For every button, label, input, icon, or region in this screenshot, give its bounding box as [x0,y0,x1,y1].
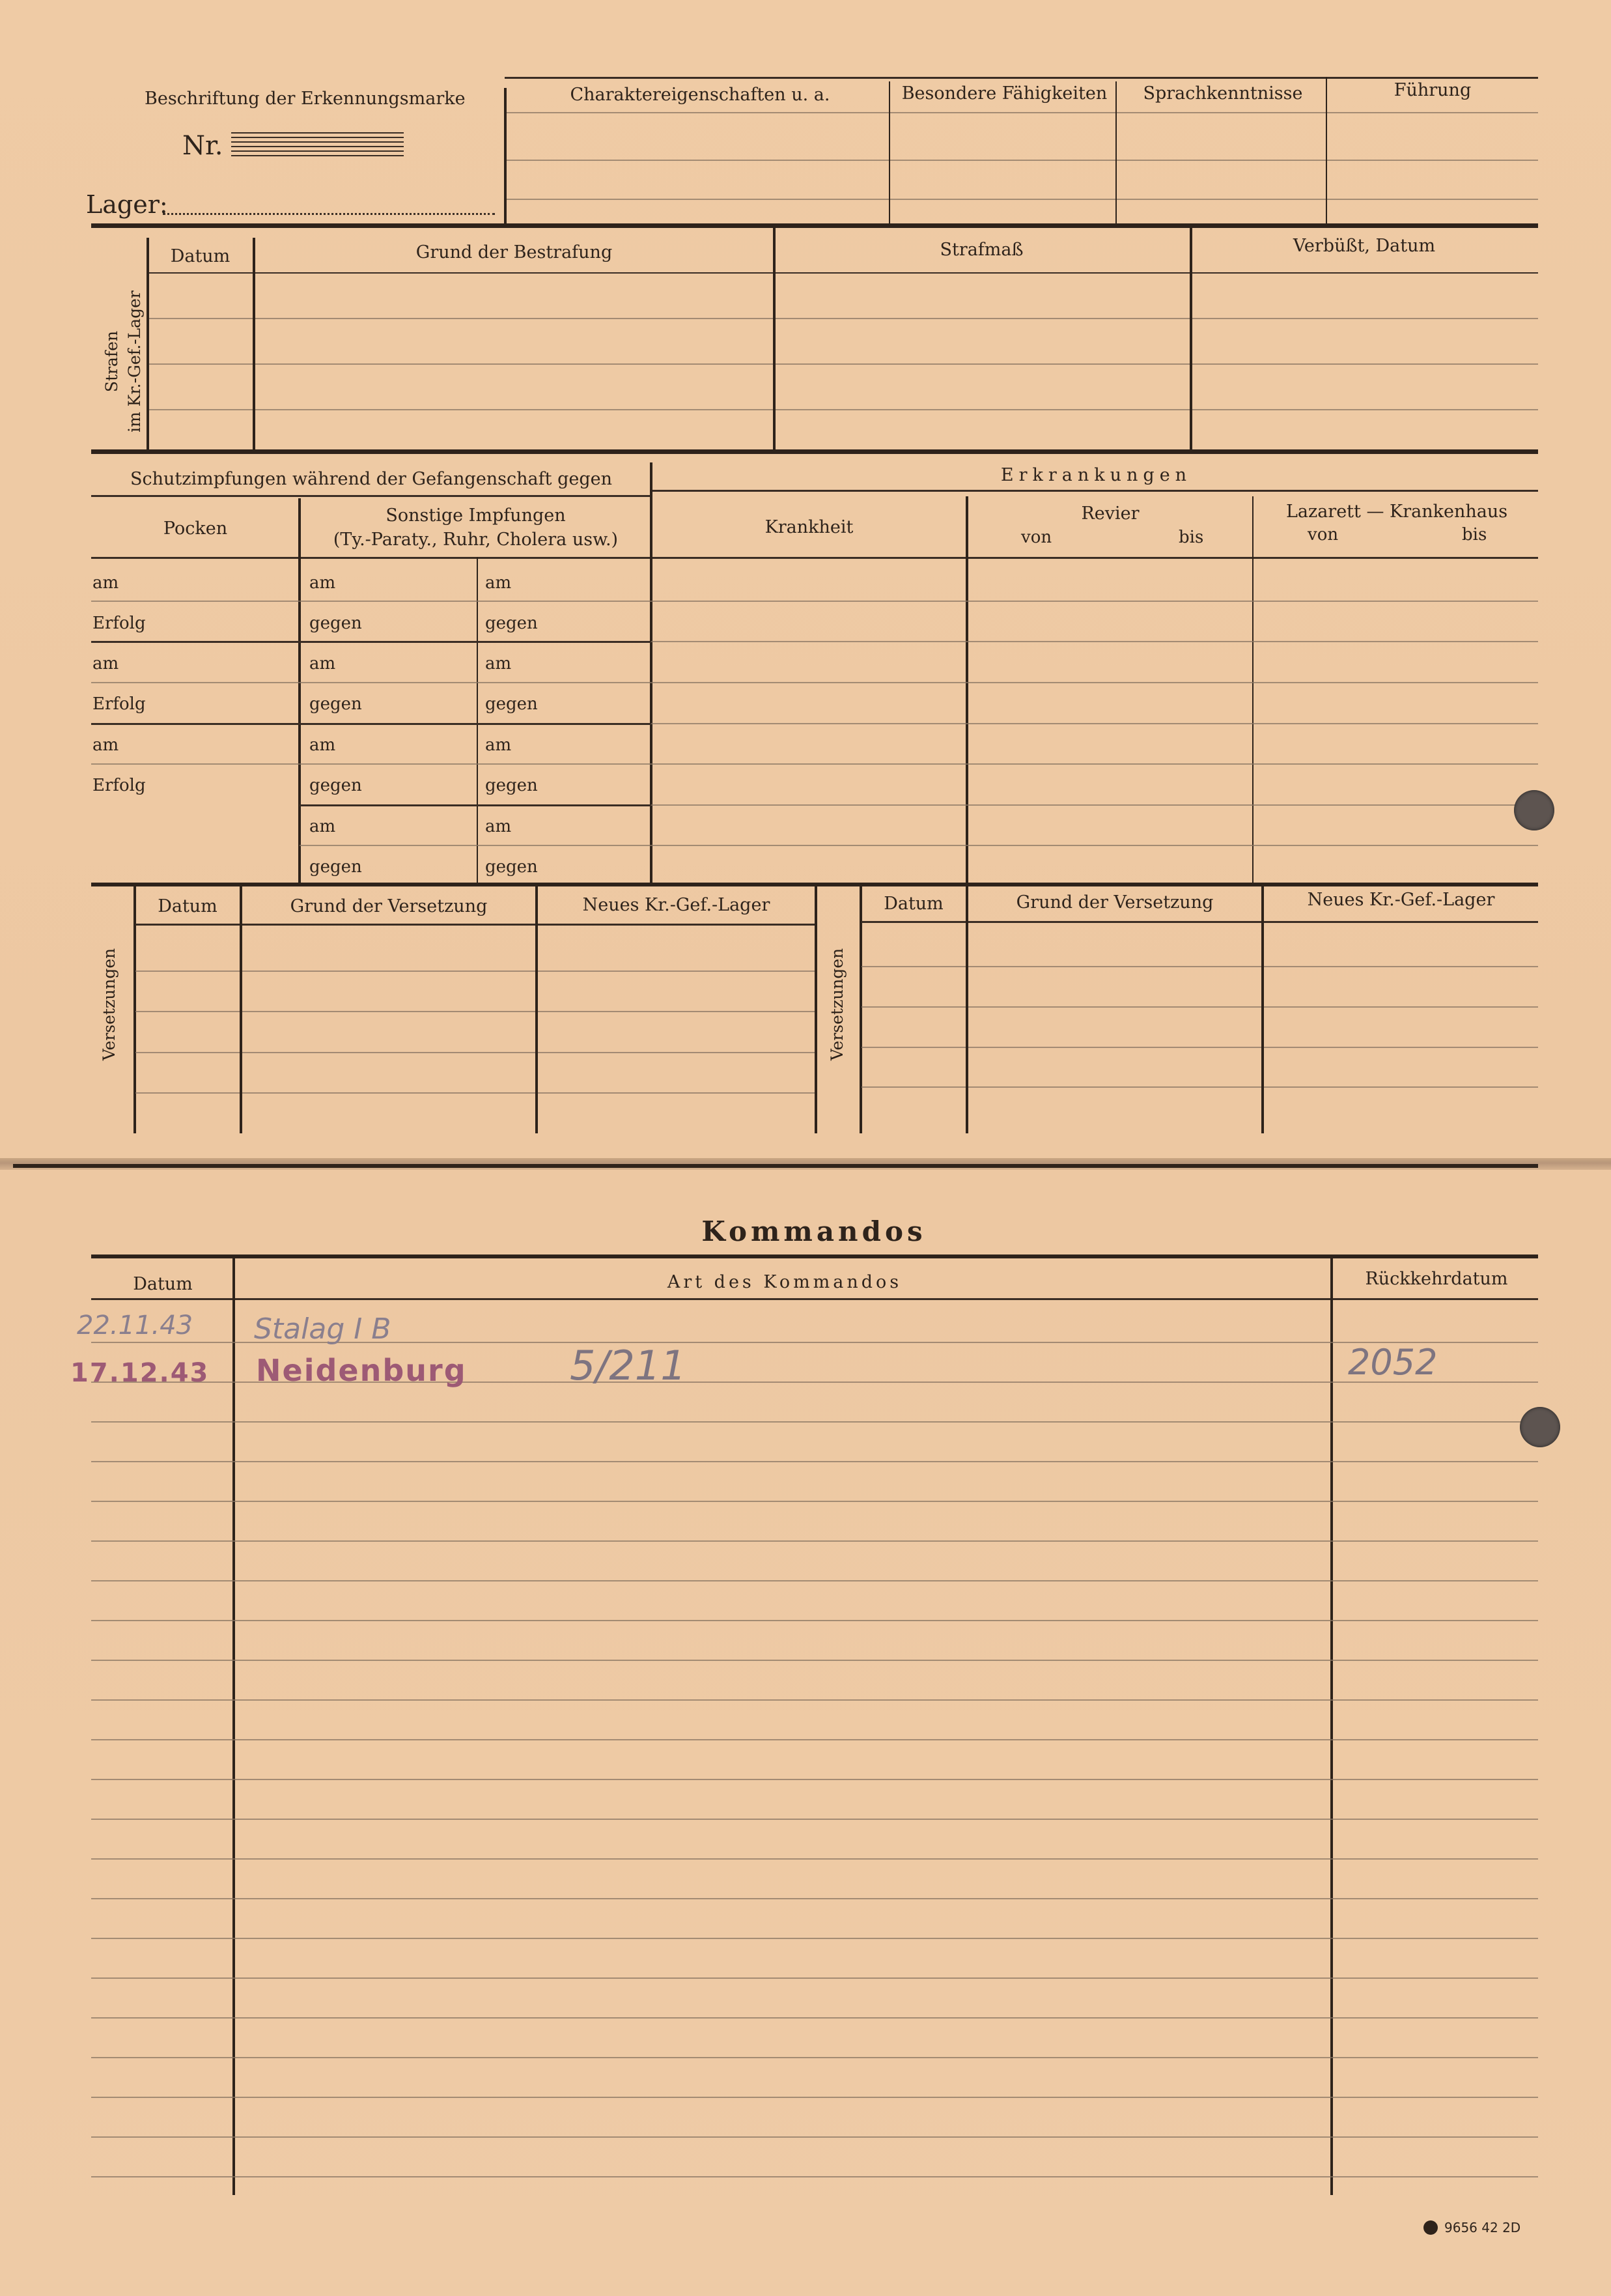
pox-am-2: am [92,654,119,673]
kom-col-return: Rückkehrdatum [1365,1269,1508,1289]
oth-am-2b: am [485,654,512,673]
oth-am-1b: am [485,573,512,593]
oth-am-4a: am [309,817,336,836]
kommandos-title: Kommandos [701,1215,927,1247]
vacc-col-other: Sonstige Impfungen [385,505,566,526]
ill-col-hospital: Lazarett — Krankenhaus [1285,502,1508,522]
tr-right-col-camp: Neues Kr.-Gef.-Lager [1307,890,1495,910]
vacc-col-other-sub: (Ty.-Paraty., Ruhr, Cholera usw.) [333,530,619,550]
tr-left-col-date: Datum [158,896,217,916]
kommando-row-line [91,1858,1538,1860]
ill-col-revier: Revier [1081,503,1140,524]
transfers-side-label-left: Versetzungen [100,948,119,1061]
col-languages: Sprachkenntnisse [1143,83,1303,104]
transfers-side-label-right: Versetzungen [828,948,847,1061]
punishments-side-label: Strafen im Kr.-Gef.-Lager [102,291,144,432]
oth-gegen-3a: gegen [309,776,362,795]
kommando-row-line [91,1779,1538,1780]
kommando-row-line [91,1977,1538,1979]
pun-col-reason: Grund der Bestrafung [415,242,613,262]
kommando-row-line [91,1739,1538,1740]
kommando-row-line [91,1421,1538,1423]
ill-col-illness: Krankheit [764,517,854,537]
kom-col-type: Art des Kommandos [667,1272,903,1292]
oth-am-3a: am [309,735,336,755]
kommando-row-line [91,2057,1538,2058]
oth-am-3b: am [485,735,512,755]
oth-am-1a: am [309,573,336,593]
nr-label: Nr. [182,131,223,161]
footer-print-code: 9656 42 2D [1444,2220,1521,2235]
pox-erfolg-3: Erfolg [92,776,146,795]
entry-date: 22.11.43 [77,1311,193,1340]
pox-am-3: am [92,735,119,755]
tr-right-col-reason: Grund der Versetzung [1016,892,1214,913]
kommando-row-line [91,2017,1538,2019]
tr-right-col-date: Datum [884,894,944,914]
entry-number: 5/211 [570,1342,686,1389]
col-conduct: Führung [1394,80,1472,100]
pun-col-date: Datum [170,246,231,266]
kommando-row-line [91,1540,1538,1542]
kommando-row-line [91,1898,1538,1899]
oth-gegen-1b: gegen [485,614,538,633]
kommando-row-line [91,1461,1538,1462]
entry-stamp-date: 17.12.43 [70,1358,210,1388]
punch-hole-lower [1520,1407,1560,1447]
ill-title: Erkrankungen [1000,465,1192,485]
kommando-row-line [91,2097,1538,2098]
pox-erfolg-2: Erfolg [92,694,146,714]
ill-revier-von: von [1021,528,1052,547]
kom-col-date: Datum [133,1274,193,1294]
lager-dotted-line [163,213,495,215]
ill-revier-bis: bis [1179,528,1204,547]
nr-lines [231,132,404,160]
col-character: Charaktereigenschaften u. a. [570,85,830,105]
kommando-row-line [91,2136,1538,2138]
oth-gegen-2b: gegen [485,694,538,714]
pun-col-penalty: Strafmaß [940,240,1024,260]
lager-label: Lager: [86,190,168,219]
vacc-title: Schutzimpfungen während der Gefangenschaft gegen [130,469,612,489]
entry-camp: Stalag I B [254,1312,391,1346]
oth-am-4b: am [485,817,512,836]
oth-am-2a: am [309,654,336,673]
entry-return: 2052 [1348,1342,1438,1383]
entry-place: Neidenburg [256,1353,467,1388]
vacc-col-smallpox: Pocken [163,518,228,539]
punch-hole-upper [1514,790,1554,830]
tag-label: Beschriftung der Erkennungsmarke [145,89,466,109]
kommando-row-line [91,1699,1538,1701]
pun-col-served: Verbüßt, Datum [1293,236,1436,256]
kommando-row-line [91,1620,1538,1621]
kommando-row-line [91,1580,1538,1581]
kommando-row-line [91,1938,1538,1939]
oth-gegen-4b: gegen [485,857,538,877]
tr-left-col-reason: Grund der Versetzung [290,896,488,916]
oth-gegen-2a: gegen [309,694,362,714]
tr-left-col-camp: Neues Kr.-Gef.-Lager [582,895,770,915]
kommando-row-line [91,2176,1538,2177]
ill-hospital-bis: bis [1462,525,1487,545]
ill-hospital-von: von [1308,525,1339,545]
kommando-row-line [91,1819,1538,1820]
oth-gegen-3b: gegen [485,776,538,795]
kommando-row-line [91,1501,1538,1502]
oth-gegen-4a: gegen [309,857,362,877]
kommando-row-line [91,1660,1538,1661]
oth-gegen-1a: gegen [309,614,362,633]
pox-erfolg-1: Erfolg [92,614,146,633]
pox-am-1: am [92,573,119,593]
footer-logo-icon [1423,2220,1438,2235]
col-abilities: Besondere Fähigkeiten [901,83,1108,104]
